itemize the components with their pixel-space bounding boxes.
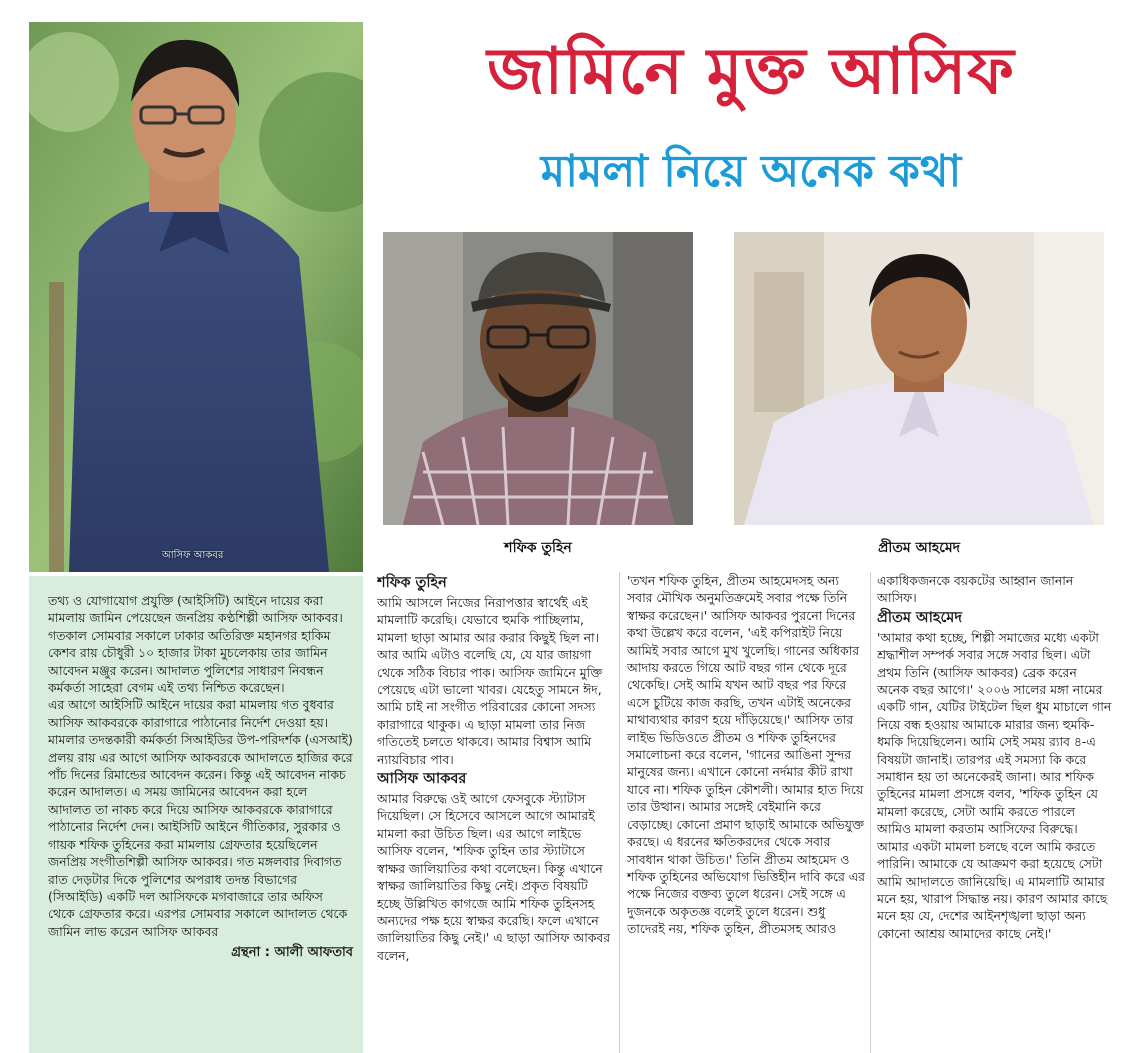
- intro-paragraph-1: তথ্য ও যোগাযোগ প্রযুক্তি (আইসিটি) আইনে দায়ের করা মামলায় জামিন পেয়েছেন জনপ্রিয় কণ্ঠশিল্পী আসিফ আকবর। গতকাল সোমবার সকালে ঢাকার অতিরিক্ত মহানগর হাকিম কেশব রায় চৌধুরী ১০ হাজার টাকা মুচলেকায় তার জামিন আবেদন মঞ্জুর করেন। আদালত পুলিশের সাধারণ নিবন্ধন কর্মকর্তা সাহেরা বেগম এই তথ্য নিশ্চিত করেছেন।: [48, 593, 343, 696]
- asif-statement-part-1: আমার বিরুদ্ধে ওই আগে ফেসবুকে স্ট্যাটাস দিয়েছিল। সে হিসেবে আসলে আগে আমারই মামলা করা উচিত ছিল। এর আগে লাইভে আসিফ বলেন, 'শফিক তুহিন তার স্ট্যাটাসে স্বাক্ষর জালিয়াতির কথা বলেছেন। কিন্তু এখানে স্বাক্ষর জালিয়াতির কিছু নেই। প্রকৃত বিষয়টি হচ্ছে উল্লিখিত কাগজে আমি শফিক তুহিনসহ অন্যদের পক্ষ হয়ে স্বাক্ষর করেছি। ফলে এখানে জালিয়াতির কিছু নেই।' এ ছাড়া আসিফ আকবর বলেন,: [377, 791, 611, 963]
- column-divider: [870, 572, 871, 1053]
- intro-box: [29, 576, 363, 1053]
- intro-paragraph-2: এর আগে আইসিটি আইনে দায়ের করা মামলায় গত বুধবার আসিফ আকবরকে কারাগারে পাঠানোর নির্দেশ দেওয়া হয়। মামলার তদন্তকারী কর্মকর্তা সিআইডির উপ-পরিদর্শক (এসআই) প্রলয় রায় এর আগে আসিফ আকবরকে আদালতে হাজির করে পাঁচ দিনের রিমান্ডের আবেদন করেন। কিন্তু এই আবেদন নাকচ করেন আদালত। এ সময় জামিনের আবেদন করা হলে আদালত তা নাকচ করে দিয়ে আসিফ আকবরকে কারাগারে পাঠানোর নির্দেশ দেন। আইসিটি আইনে গীতিকার, সুরকার ও গায়ক শফিক তুহিনের করা মামলায় গ্রেফতার হয়েছিলেন জনপ্রিয় সংগীতশিল্পী আসিফ আকবর। গত মঙ্গলবার দিবাগত রাত দেড়টার দিকে পুলিশের অপরাধ তদন্ত বিভাগের (সিআইডি) একটি দল আসিফকে মগবাজারে তার অফিস থেকে গ্রেফতার করে। এরপর সোমবার সকালে আদালত থেকে জামিন লাভ করেন আসিফ আকবর: [48, 697, 353, 939]
- shafiq-photo-caption: শফিক তুহিন: [504, 540, 572, 556]
- column-divider: [619, 572, 620, 1053]
- asif-photo-label: আসিফ আকবর: [162, 550, 224, 561]
- pritom-heading: প্রীতম আহমেদ: [877, 609, 962, 626]
- asif-heading: আসিফ আকবর: [377, 771, 467, 788]
- asif-statement-part-2: 'তখন শফিক তুহিন, প্রীতম আহমেদসহ অন্য সবার মৌখিক অনুমতিক্রমেই সবার পক্ষে তিনি স্বাক্ষর করেছেন।' আসিফ আকবর পুরনো দিনের কথা উল্লেখ করে বলেন, 'এই কপিরাইট নিয়ে আমিই সবার আগে মুখ খুলেছি। গানের অধিকার আদায় করতে গিয়ে আট বছর গান থেকে দূরে থেকেছি। সেই আমি যখন আট বছর পর ফিরে এসে চুটিয়ে কাজ করছি, তখন এটাই অনেকের মাথাব্যথার কারণ হয়ে দাঁড়িয়েছে।' আসিফ তার লাইভ ভিডিওতে প্রীতম ও শফিক তুহিনদের সমালোচনা করে বলেন, 'গানের আঙিনা সুন্দর মানুষের জন্য। এখানে কোনো নর্দমার কীট রাখা যাবে না। শফিক তুহিন কৌশলী। আমার হাত দিয়ে তার উত্থান। আমার সঙ্গেই বেইমানি করে বেড়াচ্ছে। কোনো প্রমাণ ছাড়াই আমাকে অভিযুক্ত করছে। এ ধরনের ক্ষতিকরদের থেকে সবার সাবধান থাকা উচিত।' তিনি প্রীতম আহমেদ ও শফিক তুহিনের অভিযোগ ভিত্তিহীন দাবি করে এর পক্ষে নিজের বক্তব্য তুলে ধরেন। সেই সঙ্গে এ দুজনকে অকৃতজ্ঞ বলেই তুলে ধরেন। শুধু তাদেরই নয়, শফিক তুহিন, প্রীতমসহ আরও: [627, 573, 865, 937]
- article-column-2: [377, 572, 612, 1053]
- shafiq-tuhin-photo: [383, 232, 693, 525]
- headline: জামিনে মুক্ত আসিফ: [487, 35, 1015, 109]
- article-column-4: [877, 572, 1112, 1053]
- article-column-3: [627, 572, 865, 1053]
- shafiq-heading: শফিক তুহিন: [377, 575, 447, 591]
- pritom-statement: 'আমার কথা হচ্ছে, শিল্পী সমাজের মধ্যে একটা শ্রদ্ধাশীল সম্পর্ক সবার সঙ্গে সবার ছিল। এটা প্রথম তিনি (আসিফ আকবর) ব্রেক করেন অনেক বছর আগে।' ২০০৬ সালের মঙ্গা নামের একটি গান, যেটির টাইটেল ছিল ধুম মাচালে গান নিয়ে বন্ধ হওয়ায় আমাকে মারার জন্য হুমকি-ধমকি দিয়েছিলেন। আমি সেই সময় র‍্যাব ৪-এ বিষয়টা জানাই। তারপর এই সমস্যা কি করে সমাধান হয় তা অনেকেরই জানা। আর শফিক তুহিনের মামলা প্রসঙ্গে বলব, 'শফিক তুহিন যে মামলা করেছে, সেটা আমি করতে পারলে আমিও মামলা করতাম আসিফের বিরুদ্ধে। আমার একটা মামলা চলছে বলে আমি করতে পারিনি। আমাকে যে আক্রমণ করা হয়েছে সেটা আমি আদালতে জানিয়েছি। এ মামলাটি আমার মনে হয়, খারাপ সিদ্ধান্ত নয়। কারণ আমার কাছে মনে হয় যে, দেশের আইনশৃঙ্খলা ছাড়া অন্য কোনো আশ্রয় আমাদের কাছে নেই।': [877, 629, 1112, 941]
- subheadline: মামলা নিয়ে অনেক কথা: [540, 146, 962, 197]
- asif-statement-part-3: একাধিকজনকে বয়কটের আহ্বান জানান আসিফ।: [877, 573, 1074, 606]
- asif-akbar-photo: [29, 22, 363, 572]
- pritom-photo-caption: প্রীতম আহমেদ: [877, 540, 961, 556]
- shafiq-statement: আমি আসলে নিজের নিরাপত্তার স্বার্থেই এই মামলাটি করেছি। যেভাবে হুমকি পাচ্ছিলাম, মামলা ছাড়া আমার আর করার কিছুই ছিল না। আর আমি এটাও বলেছি যে, যে যার জায়গা থেকে সঠিক বিচার পাক। আসিফ জামিনে মুক্তি পেয়েছে এটা ভালো খাবর। যেহেতু সামনে ঈদ, আমি চাই না সংগীত পরিবারের কোনো সদস্য কারাগারে থাকুক। এ ছাড়া মামলা তার নিজ গতিতেই চলতে থাকবে। আমার বিশ্বাস আমি ন্যায়বিচার পাব।: [377, 595, 603, 767]
- pritom-ahmed-photo: [734, 232, 1104, 525]
- byline: গ্রন্থনা : আলী আফতাব: [231, 945, 353, 961]
